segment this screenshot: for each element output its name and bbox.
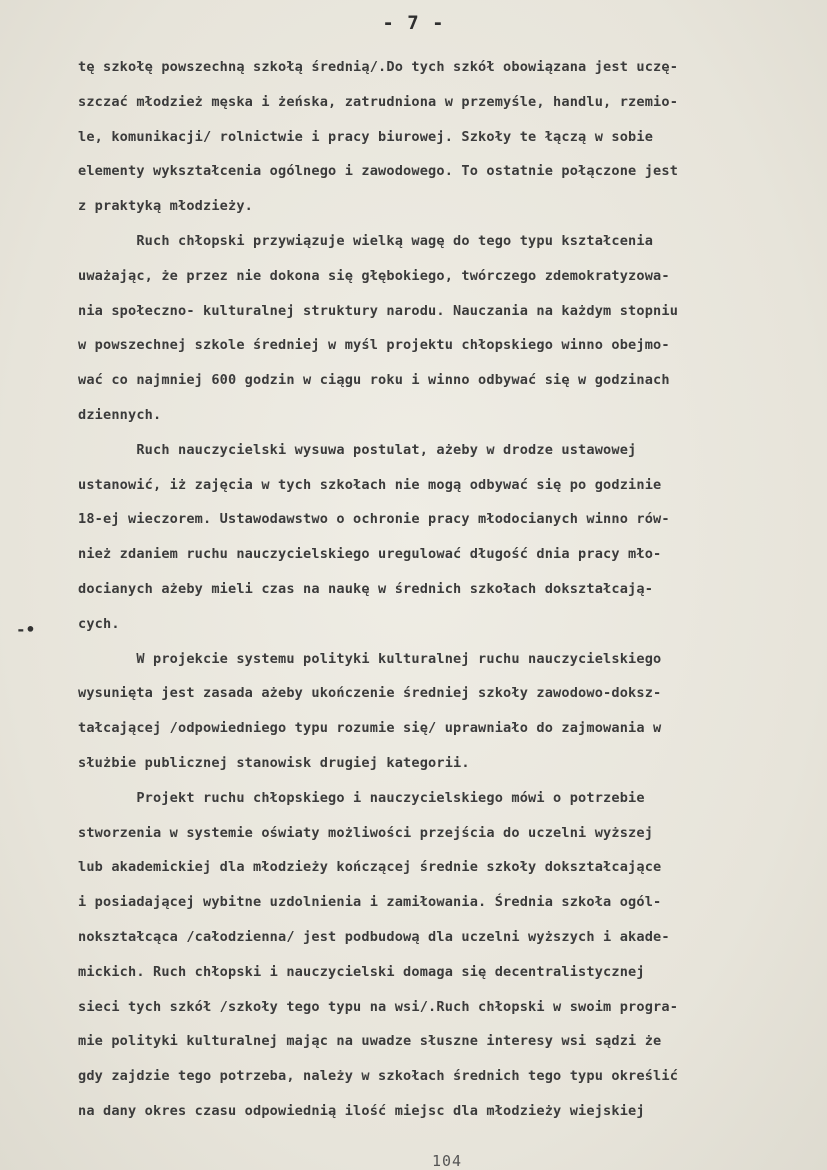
page-number: - 7 - — [382, 12, 445, 34]
text-line: mickich. Ruch chłopski i nauczycielski domaga się decentralistycznej — [78, 963, 645, 980]
text-line: uważając, że przez nie dokona się głębokiego, twórczego zdemokratyzowa- — [78, 267, 670, 284]
text-line: służbie publicznej stanowisk drugiej kategorii. — [78, 754, 470, 771]
text-line: gdy zajdzie tego potrzeba, należy w szkołach średnich tego typu określić — [78, 1068, 679, 1085]
text-line: na dany okres czasu odpowiednią ilość miejsc dla młodzieży wiejskiej — [78, 1102, 645, 1119]
text-line: Ruch chłopski przywiązuje wielką wagę do tego typu kształcenia — [78, 232, 654, 249]
text-line: szczać młodzież męska i żeńska, zatrudniona w przemyśle, handlu, rzemio- — [78, 93, 679, 110]
text-line: elementy wykształcenia ogólnego i zawodowego. To ostatnie połączone jest — [78, 163, 679, 180]
text-line: docianych ażeby mieli czas na naukę w średnich szkołach dokształcają- — [78, 580, 654, 597]
handwritten-page-number: 104 — [432, 1152, 463, 1170]
body-text — [78, 50, 818, 1129]
text-line: nia społeczno- kulturalnej struktury narodu. Nauczania na każdym stopniu — [78, 302, 679, 319]
text-line: le, komunikacji/ rolnictwie i pracy biurowej. Szkoły te łączą w sobie — [78, 128, 654, 145]
text-line: W projekcie systemu polityki kulturalnej ruchu nauczycielskiego — [78, 650, 662, 667]
text-line: dziennych. — [78, 406, 162, 423]
text-line: i posiadającej wybitne uzdolnienia i zamiłowania. Średnia szkoła ogól- — [78, 894, 662, 911]
text-line: z praktyką młodzieży. — [78, 198, 254, 215]
text-line: nież zdaniem ruchu nauczycielskiego uregulować długość dnia pracy mło- — [78, 546, 662, 563]
text-line: ustanowić, iż zajęcia w tych szkołach nie mogą odbywać się po godzinie — [78, 476, 662, 493]
text-line: w powszechnej szkole średniej w myśl projektu chłopskiego winno obejmo- — [78, 337, 670, 354]
text-line: tałcającej /odpowiedniego typu rozumie się/ uprawniało do zajmowania w — [78, 720, 662, 737]
text-line: wysunięta jest zasada ażeby ukończenie średniej szkoły zawodowo-doksz- — [78, 685, 662, 702]
text-line: Projekt ruchu chłopskiego i nauczycielskiego mówi o potrzebie — [78, 789, 645, 806]
text-line: wać co najmniej 600 godzin w ciągu roku i winno odbywać się w godzinach — [78, 372, 670, 389]
text-line: lub akademickiej dla młodzieży kończącej średnie szkoły dokształcające — [78, 859, 662, 876]
text-line: Ruch nauczycielski wysuwa postulat, ażeby w drodze ustawowej — [78, 441, 637, 458]
text-line: sieci tych szkół /szkoły tego typu na wsi/.Ruch chłopski w swoim progra- — [78, 998, 679, 1015]
text-line: cych. — [78, 615, 120, 632]
text-line: tę szkołę powszechną szkołą średnią/.Do tych szkół obowiązana jest uczę- — [78, 59, 679, 75]
text-line: 18-ej wieczorem. Ustawodawstwo o ochronie pracy młodocianych winno rów- — [78, 511, 670, 528]
text-line: stworzenia w systemie oświaty możliwości przejścia do uczelni wyższej — [78, 824, 654, 841]
text-line: nokształcąca /całodzienna/ jest podbudową dla uczelni wyższych i akade- — [78, 928, 670, 945]
text-line: mie polityki kulturalnej mając na uwadze słuszne interesy wsi sądzi że — [78, 1033, 662, 1050]
margin-mark: -• — [16, 620, 36, 639]
